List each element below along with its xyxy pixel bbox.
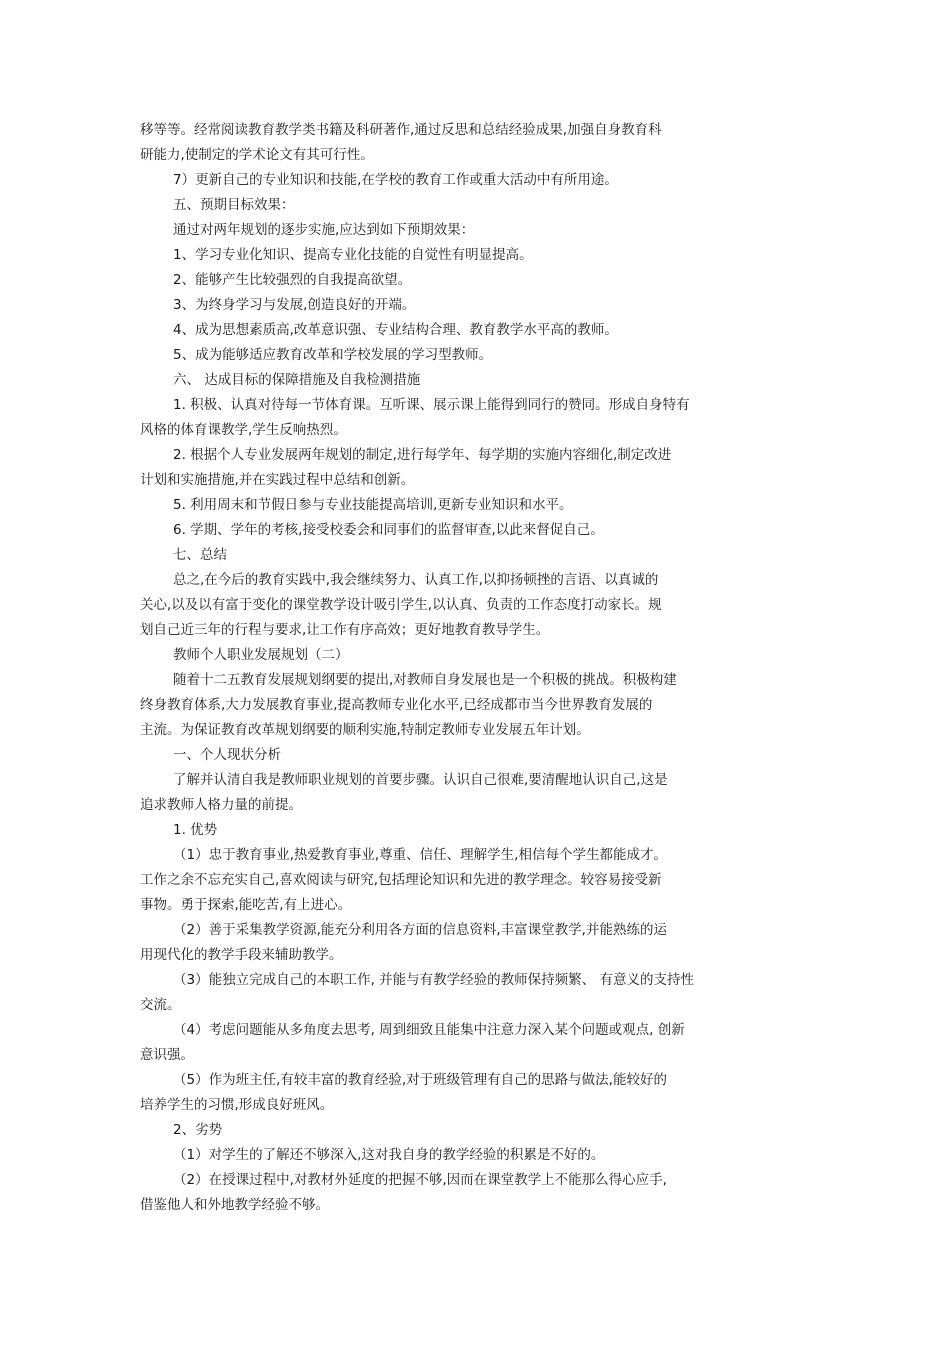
text-line: 3、为终身学习与发展,创造良好的开端。 xyxy=(173,297,416,313)
text-line: （3）能独立完成自己的本职工作, 并能与有教学经验的教师保持频繁、 有意义的支持性 xyxy=(173,972,694,988)
text-line: 意识强。 xyxy=(140,1047,194,1063)
text-line: 1. 优势 xyxy=(173,822,218,838)
text-line: 6. 学期、学年的考核,接受校委会和同事们的监督审查,以此来督促自己。 xyxy=(173,522,604,538)
text-line: （4）考虑问题能从多角度去思考, 周到细致且能集中注意力深入某个问题或观点, 创新 xyxy=(173,1022,685,1038)
text-line: 五、预期目标效果： xyxy=(173,197,295,213)
text-line: 七、总结 xyxy=(173,547,227,563)
text-line: 一、个人现状分析 xyxy=(173,747,281,763)
text-line: 了解并认清自我是教师职业规划的首要步骤。认识自己很难,要清醒地认识自己,这是 xyxy=(173,772,668,788)
text-line: （2）善于采集教学资源,能充分利用各方面的信息资料,丰富课堂教学,并能熟练的运 xyxy=(173,922,667,938)
text-line: 教师个人职业发展规划（二） xyxy=(173,647,349,663)
text-line: （2）在授课过程中,对教材外延度的把握不够,因而在课堂教学上不能那么得心应手, xyxy=(173,1172,667,1188)
text-line: 移等等。经常阅读教育教学类书籍及科研著作,通过反思和总结经验成果,加强自身教育科 xyxy=(140,122,662,138)
text-line: 六、 达成目标的保障措施及自我检测措施 xyxy=(173,372,421,388)
text-line: 追求教师人格力量的前提。 xyxy=(140,797,302,813)
text-line: 通过对两年规划的逐步实施,应达到如下预期效果： xyxy=(173,222,475,238)
text-line: 研能力,使制定的学术论文有其可行性。 xyxy=(140,147,374,163)
text-line: （1）对学生的了解还不够深入,这对我自身的教学经验的积累是不好的。 xyxy=(173,1147,605,1163)
text-line: 事物。勇于探索,能吃苦,有上进心。 xyxy=(140,897,352,913)
text-line: 用现代化的教学手段来辅助教学。 xyxy=(140,947,343,963)
text-line: 4、成为思想素质高,改革意识强、专业结构合理、教育教学水平高的教师。 xyxy=(173,322,618,338)
text-line: 2、能够产生比较强烈的自我提高欲望。 xyxy=(173,272,412,288)
text-line: 7）更新自己的专业知识和技能,在学校的教育工作或重大活动中有所用途。 xyxy=(173,172,618,188)
text-line: 主流。为保证教育改革规划纲要的顺利实施,特制定教师专业发展五年计划。 xyxy=(140,722,590,738)
text-line: 借鉴他人和外地教学经验不够。 xyxy=(140,1197,329,1213)
text-line: 终身教育体系,大力发展教育事业,提高教师专业化水平,已经成都市当今世界教育发展的 xyxy=(140,697,653,713)
text-line: 随着十二五教育发展规划纲要的提出,对教师自身发展也是一个积极的挑战。积极构建 xyxy=(173,672,677,688)
text-line: 2. 根据个人专业发展两年规划的制定,进行每学年、每学期的实施内容细化,制定改进 xyxy=(173,447,672,463)
text-line: 2、劣势 xyxy=(173,1122,223,1138)
text-line: 1. 积极、认真对待每一节体育课。互听课、展示课上能得到同行的赞同。形成自身特有 xyxy=(173,397,690,413)
text-line: 交流。 xyxy=(140,997,181,1013)
text-line: 1、学习专业化知识、提高专业化技能的自觉性有明显提高。 xyxy=(173,247,533,263)
text-line: 培养学生的习惯,形成良好班风。 xyxy=(140,1097,334,1113)
text-line: 5、成为能够适应教育改革和学校发展的学习型教师。 xyxy=(173,347,493,363)
text-line: 风格的体育课教学,学生反响热烈。 xyxy=(140,422,347,438)
text-line: （5）作为班主任,有较丰富的教育经验,对于班级管理有自己的思路与做法,能较好的 xyxy=(173,1072,667,1088)
text-line: 总之,在今后的教育实践中,我会继续努力、认真工作,以抑扬顿挫的言语、以真诚的 xyxy=(173,572,659,588)
text-line: 划自己近三年的行程与要求,让工作有序高效；更好地教育教导学生。 xyxy=(140,622,550,638)
text-line: 计划和实施措施,并在实践过程中总结和创新。 xyxy=(140,472,415,488)
text-line: 关心,以及以有富于变化的课堂教学设计吸引学生,以认真、负责的工作态度打动家长。规 xyxy=(140,597,662,613)
document-body xyxy=(140,118,800,1218)
text-line: 5. 利用周末和节假日参与专业技能提高培训,更新专业知识和水平。 xyxy=(173,497,573,513)
text-line: （1）忠于教育事业,热爱教育事业,尊重、信任、理解学生,相信每个学生都能成才。 xyxy=(173,847,667,863)
text-line: 工作之余不忘充实自己,喜欢阅读与研究,包括理论知识和先进的教学理念。较容易接受新 xyxy=(140,872,662,888)
